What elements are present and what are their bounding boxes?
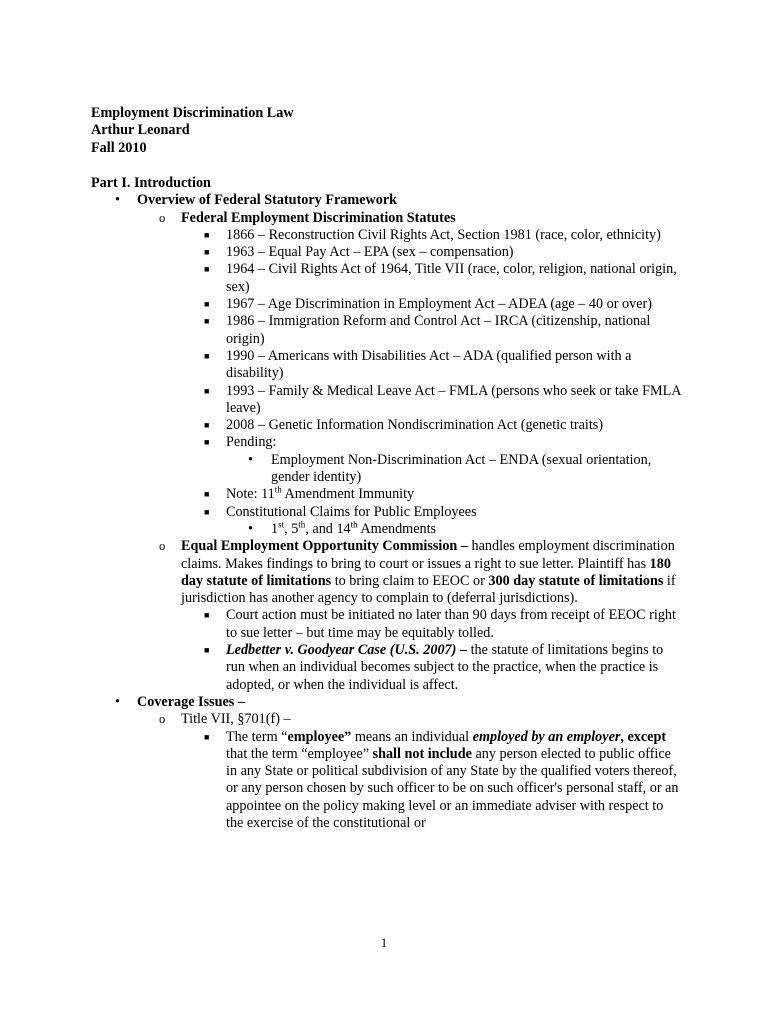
definition-text: any person elected to public office in any State or political subdivision of any State by the qualified voters thereof, or any person chosen by such officer to be on such officer's personal staff, or an appointee on the policy making level or an immediate adviser with respect to the exercise of the constitutional or xyxy=(226,745,679,831)
ledbetter-case: Ledbetter v. Goodyear Case (U.S. 2007) xyxy=(226,642,457,659)
definition-term: employee” xyxy=(287,728,352,745)
square-bullet-icon: ■ xyxy=(204,299,210,310)
definition-employer: employed by an employer xyxy=(472,728,621,745)
pending-label: Pending: xyxy=(226,434,277,451)
overview-title: Overview of Federal Statutory Framework xyxy=(137,192,398,209)
pending-sub-item xyxy=(91,452,681,487)
eeoc-text: handles employment discrimination claims. Makes findings to bring to court or issues a right to sue letter. Plaintiff has xyxy=(181,538,675,572)
statute-item xyxy=(91,296,681,313)
definition-shall-not-include: shall not include xyxy=(372,745,472,762)
document-header xyxy=(91,105,294,157)
statute-text: Family & Medical Leave Act – FMLA (persons who seek or take FMLA leave) xyxy=(226,382,681,416)
definition-comma: , xyxy=(620,728,624,745)
title-vii-label: Title VII, §701(f) – xyxy=(181,711,291,728)
coverage-section xyxy=(91,694,681,711)
bullet-icon: • xyxy=(115,192,120,209)
circle-bullet-icon: o xyxy=(159,539,166,554)
statute-item xyxy=(91,313,681,348)
square-bullet-icon: ■ xyxy=(204,264,210,275)
term: Fall 2010 xyxy=(91,139,147,156)
statute-year: 1963 – xyxy=(226,244,266,261)
circle-bullet-icon: o xyxy=(159,210,166,225)
statute-year: 1993 – xyxy=(226,382,266,399)
instructor-name: Arthur Leonard xyxy=(91,122,190,139)
definition-text: means an individual xyxy=(351,728,473,745)
note-post: Amendment Immunity xyxy=(281,486,415,503)
square-bullet-icon: ■ xyxy=(204,420,210,431)
part-title: Part I. Introduction xyxy=(91,175,211,191)
amendment-number: , 5 xyxy=(284,520,299,537)
document-body xyxy=(91,175,681,832)
ledbetter-text: the statute of limitations begins to run when an individual becomes subject to the practice, when the practice is adopted, or when the individual is affect. xyxy=(226,642,664,693)
course-title: Employment Discrimination Law xyxy=(91,105,294,121)
amendment-sup: st xyxy=(278,519,285,530)
statute-text: Americans with Disabilities Act – ADA (qualified person with a disability) xyxy=(226,347,632,382)
statute-text: Immigration Reform and Control Act – IRCA (citizenship, national origin) xyxy=(226,313,651,347)
eeoc-title: Equal Employment Opportunity Commission – xyxy=(181,538,468,555)
bullet-icon: • xyxy=(115,693,120,710)
square-bullet-icon: ■ xyxy=(204,437,210,448)
note-pre: Note: 11 xyxy=(226,486,275,503)
statute-item xyxy=(91,261,681,296)
statute-text: Reconstruction Civil Rights Act, Section 1981 (race, color, ethnicity) xyxy=(268,226,661,243)
square-bullet-icon: ■ xyxy=(204,247,210,258)
amendment-number: 1 xyxy=(271,520,279,537)
definition-except: except xyxy=(627,728,667,745)
statute-text: Equal Pay Act – EPA (sex – compensation) xyxy=(268,244,514,261)
amendment-label: Amendments xyxy=(357,520,437,537)
square-bullet-icon: ■ xyxy=(204,316,210,327)
pending-text: Employment Non-Discrimination Act – ENDA (sexual orientation, gender identity) xyxy=(271,451,652,486)
statute-year: 1990 – xyxy=(226,347,266,364)
circle-bullet-icon: o xyxy=(159,712,166,727)
amendment-sup: th xyxy=(298,519,306,530)
square-bullet-icon: ■ xyxy=(204,350,210,361)
note-sup: th xyxy=(274,484,282,495)
note-item xyxy=(91,486,681,503)
statute-item xyxy=(91,417,681,434)
square-bullet-icon: ■ xyxy=(204,506,210,517)
statute-text: Genetic Information Nondiscrimination Act (genetic traits) xyxy=(268,417,604,434)
definition-text: The term “ xyxy=(226,728,288,745)
statute-item xyxy=(91,383,681,418)
constitutional-label: Constitutional Claims for Public Employees xyxy=(226,503,477,520)
square-bullet-icon: ■ xyxy=(204,385,210,396)
overview-section xyxy=(91,192,681,209)
square-bullet-icon: ■ xyxy=(204,610,210,621)
statute-text: Age Discrimination in Employment Act – ADEA (age – 40 or over) xyxy=(267,296,652,313)
statute-text: Civil Rights Act of 1964, Title VII (race, color, religion, national origin, sex) xyxy=(226,261,677,295)
eeoc-180-day: 180 day statute of limitations xyxy=(181,555,671,589)
bullet-icon: • xyxy=(248,520,253,537)
statute-year: 1964 – xyxy=(226,261,266,278)
statute-year: 1866 – xyxy=(226,226,266,243)
statute-item xyxy=(91,227,681,244)
square-bullet-icon: ■ xyxy=(204,645,210,656)
definition-text: that the term “employee” xyxy=(226,745,373,762)
statute-year: 2008 – xyxy=(226,417,266,434)
statutes-section xyxy=(91,210,681,227)
amendment-sup: th xyxy=(350,519,358,530)
employee-definition-item xyxy=(91,729,681,833)
constitutional-item xyxy=(91,504,681,521)
statute-item xyxy=(91,244,681,261)
eeoc-text: to bring claim to EEOC or xyxy=(331,572,489,589)
eeoc-300-day: 300 day statute of limitations xyxy=(488,572,664,589)
statute-item xyxy=(91,348,681,383)
bullet-icon: • xyxy=(248,451,253,468)
ledbetter-dash: – xyxy=(456,642,468,659)
title-vii-section xyxy=(91,711,681,728)
court-action-text: Court action must be initiated no later than 90 days from receipt of EEOC right to sue letter – but time may be equitably tolled. xyxy=(226,607,676,641)
statute-year: 1967 – xyxy=(226,296,266,313)
eeoc-section xyxy=(91,538,681,607)
square-bullet-icon: ■ xyxy=(204,489,210,500)
amendments-item xyxy=(91,521,681,538)
court-action-item xyxy=(91,607,681,642)
ledbetter-item xyxy=(91,642,681,694)
statute-year: 1986 – xyxy=(226,313,266,330)
amendment-number: , and 14 xyxy=(305,520,351,537)
square-bullet-icon: ■ xyxy=(204,731,210,742)
page-number: 1 xyxy=(380,935,388,950)
coverage-title: Coverage Issues – xyxy=(137,693,245,710)
eeoc-text: if jurisdiction has another agency to complain to (deferral jurisdictions). xyxy=(181,572,676,607)
statutes-title: Federal Employment Discrimination Statutes xyxy=(181,209,456,226)
pending-item xyxy=(91,434,681,451)
square-bullet-icon: ■ xyxy=(204,229,210,240)
